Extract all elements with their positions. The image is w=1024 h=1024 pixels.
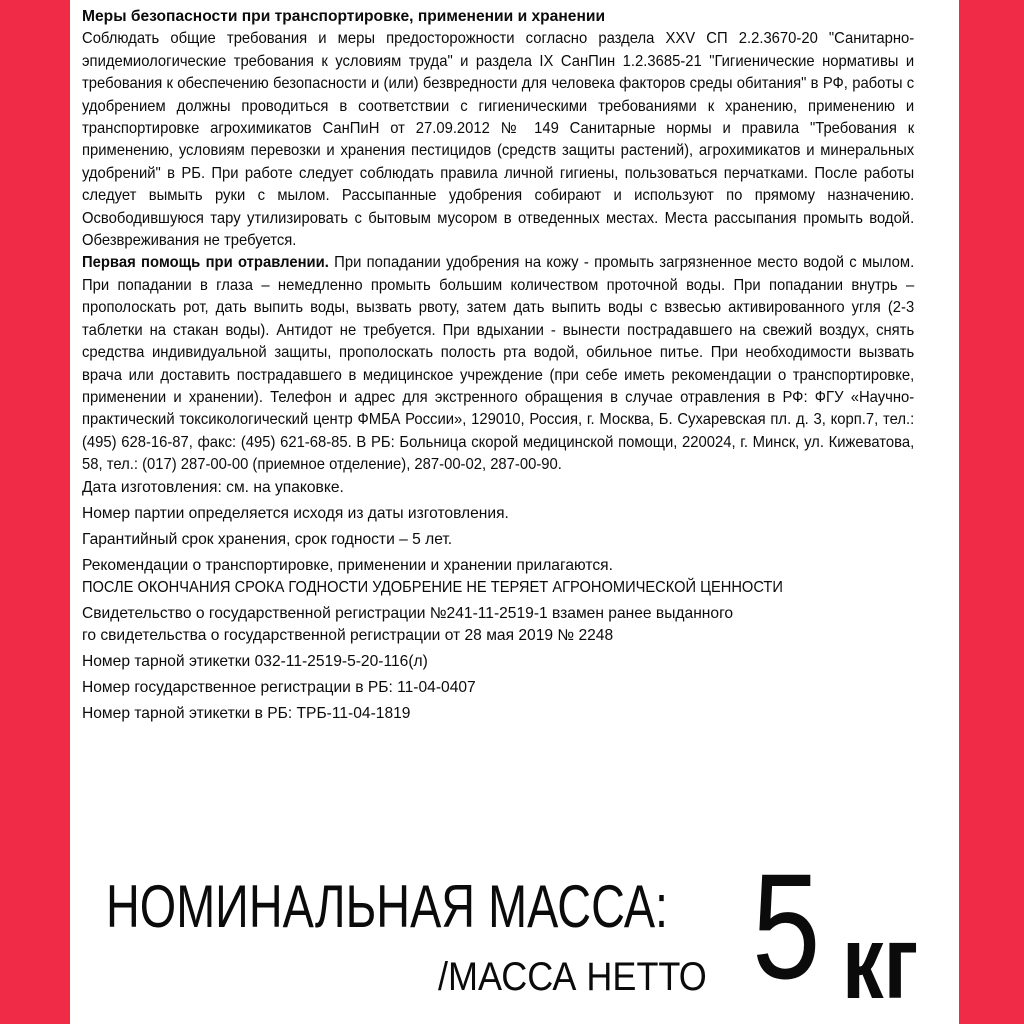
expiry-note: ПОСЛЕ ОКОНЧАНИЯ СРОКА ГОДНОСТИ УДОБРЕНИЕ НЕ ТЕРЯЕТ АГРОНОМИЧЕСКОЙ ЦЕННОСТИ — [82, 578, 783, 596]
first-aid-paragraph — [82, 252, 914, 476]
first-aid-heading: Первая помощь при отравлении. — [82, 254, 329, 272]
label-text-block — [82, 6, 914, 725]
shelf-life: Гарантийный срок хранения, срок годности – 5 лет. — [82, 530, 453, 548]
label-number: Номер тарной этикетки 032-11-2519-5-20-116(л) — [82, 652, 428, 670]
net-mass-label: /МАССА НЕТТО — [438, 955, 707, 999]
mass-value: 5 — [752, 842, 821, 1010]
safety-body: Соблюдать общие требования и меры предосторожности согласно раздела XXV СП 2.2.3670-20 "Санитарно-эпидемиологические требования к условиям труда" и раздела IX СанПин 1.2.3685-21 "Гигиенические нормативы и требования к обеспечению безопасности и (или) безвредности для человека факторов среды обитания" в РФ, работы с удобрением должны проводиться в соответствии с гигиеническими требованиями к хранению, применению и транспортировке агрохимикатов СанПиН от 27.09.2012 № 149 Санитарные нормы и правила "Требования к применению, условиям перевозки и хранения пестицидов (средств защиты растений), агрохимикатов и минеральных удобрений" в РБ. При работе следует соблюдать правила личной гигиены, пользоваться перчатками. После работы следует вымыть руки с мылом. Рассыпанные удобрения собирают и используют по прямому назначению. Освободившуюся тару утилизировать с бытовым мусором в отведенных местах. Места рассыпания промыть водой. Обезвреживания не требуется. — [82, 30, 915, 250]
recommendations-note: Рекомендации о транспортировке, применении и хранении прилагаются. — [82, 556, 613, 574]
nominal-mass-label: НОМИНАЛЬНАЯ МАССА: — [106, 873, 669, 940]
left-red-band — [0, 0, 70, 1024]
safety-heading: Меры безопасности при транспортировке, применении и хранении — [82, 8, 606, 25]
certificate-line-2: го свидетельства о государственной регистрации от 28 мая 2019 № 2248 — [82, 626, 614, 644]
certificate-line-1: Свидетельство о государственной регистрации №241-11-2519-1 взамен ранее выданного — [82, 604, 734, 622]
first-aid-body: При попадании удобрения на кожу - промыть загрязненное место водой с мылом. При попадании в глаза – немедленно промыть большим количеством проточной воды. При попадании внутрь – прополоскать рот, дать выпить воды, вызвать рвоту, затем дать выпить воды с взвесью активированного угля (2-3 таблетки на стакан воды). Антидот не требуется. При вдыхании - вынести пострадавшего на свежий воздух, снять средства индивидуальной защиты, прополоскать полость рта водой, обильное питье. При необходимости вызвать врача или доставить пострадавшего в медицинское учреждение (при себе иметь рекомендации о транспортировке, применении и хранении). Телефон и адрес для экстренного обращения в случае отравления в РФ: ФГУ «Научно-практический токсикологический центр ФМБА России», 129010, Россия, г. Москва, Б. Сухаревская пл. д. 3, корп.7, тел.: (495) 628-16-87, факс: (495) 621-68-85. В РБ: Больница скорой медицинской помощи, 220024, г. Минск, ул. Кижеватова, 58, тел.: (017) 287-00-00 (приемное отделение), 287-00-02, 287-00-90. — [82, 254, 915, 474]
manufacture-date: Дата изготовления: см. на упаковке. — [82, 478, 344, 496]
rb-registration: Номер государственное регистрации в РБ: 11-04-0407 — [82, 678, 476, 696]
mass-unit: кг — [842, 905, 919, 1021]
rb-label-number: Номер тарной этикетки в РБ: ТРБ-11-04-1819 — [82, 704, 411, 722]
right-red-band — [959, 0, 1024, 1024]
batch-number-note: Номер партии определяется исходя из даты изготовления. — [82, 504, 509, 522]
